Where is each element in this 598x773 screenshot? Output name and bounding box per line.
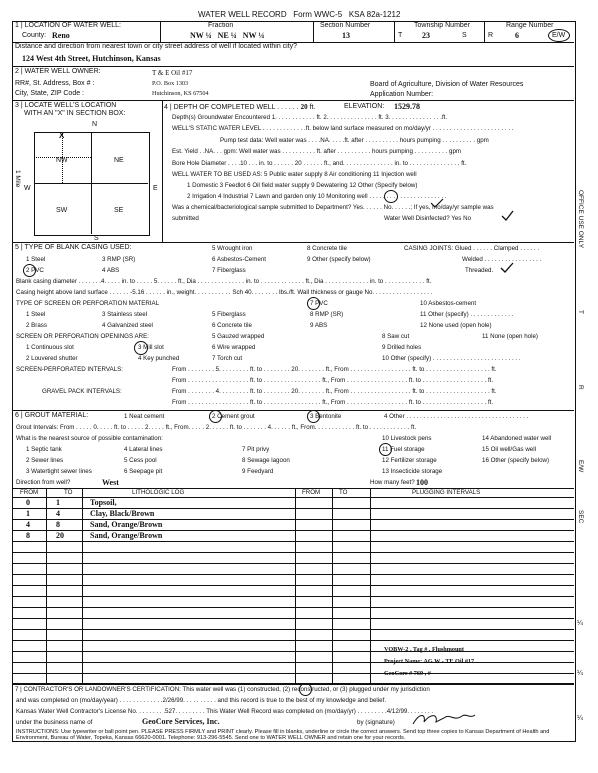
screen-other: 11 Other (specify) . . . . . . . . . . . . .	[420, 311, 514, 318]
log-row-divider	[12, 629, 574, 630]
range-ew: E/W	[552, 32, 566, 39]
contam-cess: 5 Cess pool	[124, 457, 157, 464]
how-many-feet-value: 100	[416, 478, 428, 487]
water-use-line: WELL WATER TO BE USED AS: 5 Public water supply 8 Air conditioning 11 Injection well	[172, 171, 417, 178]
board-label: Board of Agriculture, Division of Water Resources	[370, 81, 524, 88]
log-row-divider	[12, 541, 574, 542]
log-cell-to: 1	[56, 498, 60, 507]
opening-torch: 7 Torch cut	[212, 355, 243, 362]
log-row-divider	[12, 673, 574, 674]
contam-lateral: 4 Lateral lines	[124, 446, 163, 453]
section-5-heading: 5 | TYPE OF BLANK CASING USED:	[15, 244, 132, 251]
section-3-sub: WITH AN "X" IN SECTION BOX:	[24, 110, 126, 117]
grout-bentonite: 3 Bentonite	[310, 413, 342, 420]
range-label: Range Number	[506, 22, 554, 29]
township-s: S	[462, 32, 467, 39]
threaded-check-icon	[500, 262, 514, 273]
section-7-cert: 7 | CONTRACTOR'S OR LANDOWNER'S CERTIFICATION: This water well was (1) constructed, (2) reconstructed, or (3) plugged under my jurisdiction	[15, 686, 430, 693]
form-title: WATER WELL RECORD Form WWC-5 KSA 82a-1212	[198, 10, 401, 19]
bore-hole-line: Bore Hole Diameter . . . .10 . . . in. to . . . . . . 20 . . . . . . ft., and. . . . . . . . . . . . . . . in. to . . . . . . . . . . . . . . . ft.	[172, 160, 467, 167]
log-cell-desc: Sand, Orange/Brown	[90, 520, 163, 529]
margin-t: T	[577, 310, 584, 314]
contamination-heading: What is the nearest source of possible contamination:	[16, 435, 163, 442]
water-well-record-form	[12, 10, 584, 762]
no-check-icon	[430, 198, 444, 208]
casing-wrought-iron: 5 Wrought iron	[212, 245, 253, 252]
log-row-divider	[12, 684, 574, 685]
screen-brass: 2 Brass	[26, 322, 47, 329]
margin-sec: SEC	[577, 510, 584, 524]
section-x-mark: X	[59, 131, 65, 140]
grout-neat: 1 Neat cement	[124, 413, 165, 420]
direction-label: Direction from well?	[16, 479, 71, 486]
log-cell-desc: Sand, Orange/Brown	[90, 531, 163, 540]
margin-quarter-2: ¼	[577, 670, 583, 677]
screen-steel: 1 Steel	[26, 311, 46, 318]
casing-height-line: Casing height above land surface . . . . . . -5.16 . . . . . . in., weight. . . . . . . . . . . Sch 40. . . . . . . . lbs./ft. Wall thickness or gauge No. . . . . . . . . . . . . . . . . .	[16, 289, 433, 296]
signature-scribble	[410, 710, 478, 728]
opening-gauzed: 5 Gauzed wrapped	[212, 333, 265, 340]
casing-other: 9 Other (specify below)	[307, 256, 371, 263]
opening-mill-slot: 3 Mill slot	[138, 344, 164, 351]
opening-key-punched: 4 Key punched	[138, 355, 180, 362]
quad-nw: NW	[56, 157, 68, 164]
contam-fertilizer: 12 Fertilizer storage	[382, 457, 437, 464]
casing-fiberglass: 7 Fiberglass	[212, 267, 246, 274]
margin-quarter-3: ¼	[577, 715, 583, 722]
screen-interval-1: From . . . . . . . . 5. . . . . . . . . ft. to . . . . . . . . 20. . . . . . . . ft., From . . . . . . . . . . . . . . . . . . ft. to . . . . . . . . . . . . . . . . . . . ft.	[172, 366, 497, 373]
opening-drilled: 9 Drilled holes	[382, 344, 422, 351]
log-header-from: FROM	[20, 489, 39, 496]
mill-slot-circle	[134, 341, 148, 355]
casing-steel: 1 Steel	[26, 256, 46, 263]
log-row-divider	[12, 651, 574, 652]
openings-heading: SCREEN OR PERFORATION OPENINGS ARE:	[16, 333, 149, 340]
opening-wire: 6 Wire wrapped	[212, 344, 256, 351]
rr-label: RR#, St. Address, Box # :	[15, 80, 95, 87]
business-name: GeoCore Services, Inc.	[142, 717, 220, 726]
township-t: T	[398, 32, 403, 39]
owner-city: Hutchinson, KS 67504	[152, 90, 209, 97]
screen-stainless: 3 Stainless steel	[102, 311, 148, 318]
mile-label: 1 Mile	[14, 170, 21, 188]
log-cell-to: 20	[56, 531, 64, 540]
log-row-divider	[12, 552, 574, 553]
screen-rmp: 8 RMP (SR)	[310, 311, 344, 318]
gravel-interval-1: From . . . . . . . . 4. . . . . . . . . ft. to . . . . . . . . 20. . . . . . . . ft., From . . . . . . . . . . . . . . . . . . ft. to . . . . . . . . . . . . . . . . . . . ft.	[172, 388, 497, 395]
township-value: 23	[422, 31, 430, 40]
quad-se: SE	[114, 207, 124, 214]
county-label: County:	[22, 32, 47, 39]
log-cell-from: 0	[26, 498, 30, 507]
log-cell-desc: Clay, Black/Brown	[90, 509, 155, 518]
direction-value: West	[102, 478, 119, 487]
log-header-plugging: PLUGGING INTERVALS	[412, 489, 481, 496]
log-row-divider	[12, 618, 574, 619]
submitted-label: submitted	[172, 215, 199, 222]
opening-continuous: 1 Continuous slot	[26, 344, 74, 351]
range-value: 6	[515, 31, 519, 40]
city-label: City, State, ZIP Code :	[15, 90, 84, 97]
pump-test-line: Pump test data: Well water was . . . .NA. . . . .ft. after . . . . . . . . . . hours pumping . . . . . . . . . . gpm	[220, 137, 489, 144]
grout-other: 4 Other . . . . . . . . . . . . . . . . . . . . . . . . . . . . . . . . . . . .	[384, 413, 529, 420]
log-row-divider	[12, 585, 574, 586]
log-header-to-2: TO	[339, 489, 348, 496]
opening-none: 11 None (open hole)	[482, 333, 538, 340]
fraction-values: NW ¼ NE ¼ NW ¼	[190, 31, 265, 40]
project-name: Project Name: AG W - TE Oil #17	[384, 658, 475, 665]
opening-louvered: 2 Louvered shutter	[26, 355, 78, 362]
log-header-from-2: FROM	[302, 489, 321, 496]
gravel-interval-2: From . . . . . . . . . . . . . . . . . . ft. to . . . . . . . . . . . . . . . . . ft., From . . . . . . . . . . . . . . . . . . ft. to . . . . . . . . . . . . . . . . . . . ft.	[172, 399, 494, 406]
screen-asbestos: 10 Asbestos-cement	[420, 300, 477, 307]
opening-saw-cut: 8 Saw cut	[382, 333, 410, 340]
casing-pvc: 2 PVC	[26, 267, 44, 274]
license-line: Kansas Water Well Contractor's License No. . . . . . . . .527. . . . . . . . . This Water Well Record was completed on (mo/day/yr) . . . . . . . . .4/12/99. . . . . . . .	[16, 708, 434, 715]
owner-name: T & E Oil #17	[152, 69, 193, 77]
casing-abs: 4 ABS	[102, 267, 120, 274]
screen-pvc: 7 PVC	[310, 300, 328, 307]
office-use-label: OFFICE USE ONLY	[577, 190, 584, 249]
casing-joints: CASING JOINTS: Glued . . . . . . Clamped . . . . . .	[404, 245, 540, 252]
margin-quarter-1: ¼	[577, 620, 583, 627]
distance-label: Distance and direction from nearest town or city street address of well if located within city?	[15, 43, 298, 50]
elevation-value: 1529.78	[394, 102, 420, 111]
compass-s: S	[94, 235, 99, 242]
log-row-divider	[12, 596, 574, 597]
log-cell-to: 4	[56, 509, 60, 518]
business-label: under the business name of	[16, 719, 93, 726]
contam-other: 16 Other (specify below)	[482, 457, 550, 464]
section-2-heading: 2 | WATER WELL OWNER:	[15, 68, 101, 75]
section-grid	[34, 132, 150, 236]
fraction-label: Fraction	[208, 22, 234, 29]
contam-fuel: 11 Fuel storage	[382, 446, 425, 453]
casing-asbestos: 6 Asbestos-Cement	[212, 256, 266, 263]
contam-lagoon: 8 Sewage lagoon	[242, 457, 290, 464]
compass-w: W	[24, 185, 31, 192]
section-1-heading: 1 | LOCATION OF WATER WELL:	[15, 22, 121, 29]
fuel-storage-circle	[379, 443, 392, 456]
contam-feedyard: 9 Feedyard	[242, 468, 274, 475]
distance-address: 124 West 4th Street, Hutchinson, Kansas	[22, 54, 161, 63]
monitoring-well-circle	[384, 190, 398, 203]
cement-grout-circle	[209, 410, 222, 423]
signature-label: by (signature)	[357, 719, 395, 726]
owner-address: P.O. Box 1303	[152, 80, 189, 87]
contam-seepage: 6 Seepage pit	[124, 468, 163, 475]
grout-intervals: Grout Intervals: From . . . . . 0. . . . . ft. to . . . . . 2. . . . . ft., From. . . . . 2. . . . . . ft. to . . . . . . . 4. . . . . . ft., From. . . . . . . . . . . . ft. to . . . . . . . . . . . . ft.	[16, 424, 417, 431]
screen-pvc-circle	[307, 297, 320, 310]
screen-fiberglass: 5 Fiberglass	[212, 311, 246, 318]
log-row-divider	[12, 574, 574, 575]
groundwater-line: Depth(s) Groundwater Encountered 1. . . . . . . . . . . . ft. 2. . . . . . . . . . . . . . . ft. 3. . . . . . . . . . . . . . . .ft.	[172, 114, 448, 121]
log-cell-from: 4	[26, 520, 30, 529]
contam-insecticide: 13 Insecticide storage	[382, 468, 443, 475]
geocore-number: GeoCore # 769 , #	[384, 670, 431, 677]
section-number-value: 13	[342, 31, 350, 40]
screen-intervals-label: SCREEN-PERFORATED INTERVALS:	[16, 366, 123, 373]
vobw-tag: VOBW-2 , Tag # , Flushmount	[384, 646, 464, 653]
log-row-divider	[12, 640, 574, 641]
elevation-label: ELEVATION:	[344, 103, 385, 110]
gravel-intervals-label: GRAVEL PACK INTERVALS:	[42, 388, 122, 395]
log-cell-from: 8	[26, 531, 30, 540]
screen-galvanized: 4 Galvanized steel	[102, 322, 153, 329]
range-r: R	[488, 32, 494, 39]
casing-pvc-circle	[23, 264, 36, 277]
log-cell-to: 8	[56, 520, 60, 529]
constructed-circle	[299, 683, 312, 696]
compass-e: E	[153, 185, 158, 192]
opening-other: 10 Other (specify) . . . . . . . . . . . . . . . . . . . . . . . . . .	[382, 355, 521, 362]
contam-watertight: 3 Watertight sewer lines	[26, 468, 92, 475]
contam-oil-well: 15 Oil well/Gas well	[482, 446, 536, 453]
range-ew-circle	[548, 29, 570, 42]
disinfected-check-icon	[500, 210, 514, 222]
static-level-line: WELL'S STATIC WATER LEVEL . . . . . . . . . . . . .ft. below land surface measured on mo/day/yr . . . . . . . . . . . . . . . . . . . . . . . .	[172, 125, 514, 132]
screen-interval-2: From . . . . . . . . . . . . . . . . . . ft. to . . . . . . . . . . . . . . . . . ft., From . . . . . . . . . . . . . . . . . . ft. to . . . . . . . . . . . . . . . . . . . ft.	[172, 377, 494, 384]
section-3-heading: 3 | LOCATE WELL'S LOCATION	[15, 102, 117, 109]
township-label: Township Number	[414, 22, 471, 29]
log-cell-from: 1	[26, 509, 30, 518]
margin-ew: E/W	[577, 460, 584, 473]
contam-livestock: 10 Livestock pens	[382, 435, 432, 442]
contam-sewer: 2 Sewer lines	[26, 457, 64, 464]
section-4-heading: 4 | DEPTH OF COMPLETED WELL . . . . . . 20 ft.	[164, 103, 316, 111]
screen-material-heading: TYPE OF SCREEN OR PERFORATION MATERIAL	[16, 300, 160, 307]
casing-welded: Welded . . . . . . . . . . . . . . . . .	[462, 256, 542, 263]
log-cell-desc: Topsoil,	[90, 498, 117, 507]
log-header-lithologic: LITHOLOGIC LOG	[132, 489, 185, 496]
contam-abandoned: 14 Abandoned water well	[482, 435, 552, 442]
log-header-to: TO	[64, 489, 73, 496]
water-use-line-3: 2 Irrigation 4 Industrial 7 Lawn and garden only 10 Monitoring well . . . . . . . . . . . . . . . . . . . . . . .	[187, 193, 447, 200]
log-row-divider	[12, 563, 574, 564]
chem-sample-line: Was a chemical/bacteriological sample submitted to Department? Yes. . . . . . No. . . . . .; If yes, mo/day/yr sample was	[172, 204, 494, 211]
section-number-label: Section Number	[320, 22, 371, 29]
contam-septic: 1 Septic tank	[26, 446, 62, 453]
quad-ne: NE	[114, 157, 124, 164]
log-row-divider	[12, 662, 574, 663]
quad-sw: SW	[56, 207, 68, 214]
completed-line: and was completed on (mo/day/year) . . . . . . . . . . . . .2/26/99. . . . . . . . . . and this record is true to the best of my knowledge and belief.	[16, 697, 387, 704]
screen-concrete: 6 Concrete tile	[212, 322, 252, 329]
disinfected-line: Water Well Disinfected? Yes No	[384, 215, 472, 222]
water-use-line-2: 1 Domestic 3 Feedlot 6 Oil field water supply 9 Dewatering 12 Other (Specify below)	[187, 182, 418, 189]
casing-threaded: Threaded.	[465, 267, 494, 274]
bentonite-circle	[307, 410, 320, 423]
contam-pit-privy: 7 Pit privy	[242, 446, 270, 453]
margin-r: R	[577, 385, 584, 390]
instructions: INSTRUCTIONS: Use typewriter or ball point pen. PLEASE PRESS FIRMLY and PRINT clearly. Please fill in blanks, underline or circle the correct answers. Send top three copies to Kansas Department of Health and Environment, Bureau of Water, Topeka, Kansas 66620-0001. Telephone: 913-296-5545. Send one to WATER WELL OWNER and retain one for your records.	[16, 729, 550, 742]
casing-rmp: 3 RMP (SR)	[102, 256, 136, 263]
screen-abs: 9 ABS	[310, 322, 328, 329]
log-row-divider	[12, 607, 574, 608]
casing-concrete-tile: 8 Concrete tile	[307, 245, 347, 252]
county-value: Reno	[52, 31, 70, 40]
application-label: Application Number:	[370, 91, 434, 98]
screen-none: 12 None used (open hole)	[420, 322, 492, 329]
est-yield-line: Est. Yield . .NA. . . gpm: Well water was . . . . . . . . . . ft. after . . . . . . . . . . hours pumping . . . . . . . . . . gpm	[172, 148, 462, 155]
grout-cement: 2 Cement grout	[212, 413, 255, 420]
compass-n: N	[92, 121, 98, 128]
casing-diameter-line: Blank casing diameter . . . . . . .4. . . . . in. to . . . . . 5. . . . . . ft., Dia . . . . . . . . . . . . . . in. to . . . . . . . . . . . . . ft., Dia . . . . . . . . . . . . . in. to . . . . . . . . . . . . ft.	[16, 278, 432, 285]
section-6-heading: 6 | GROUT MATERIAL:	[15, 412, 89, 419]
how-many-feet-label: How many feet?	[370, 479, 415, 486]
